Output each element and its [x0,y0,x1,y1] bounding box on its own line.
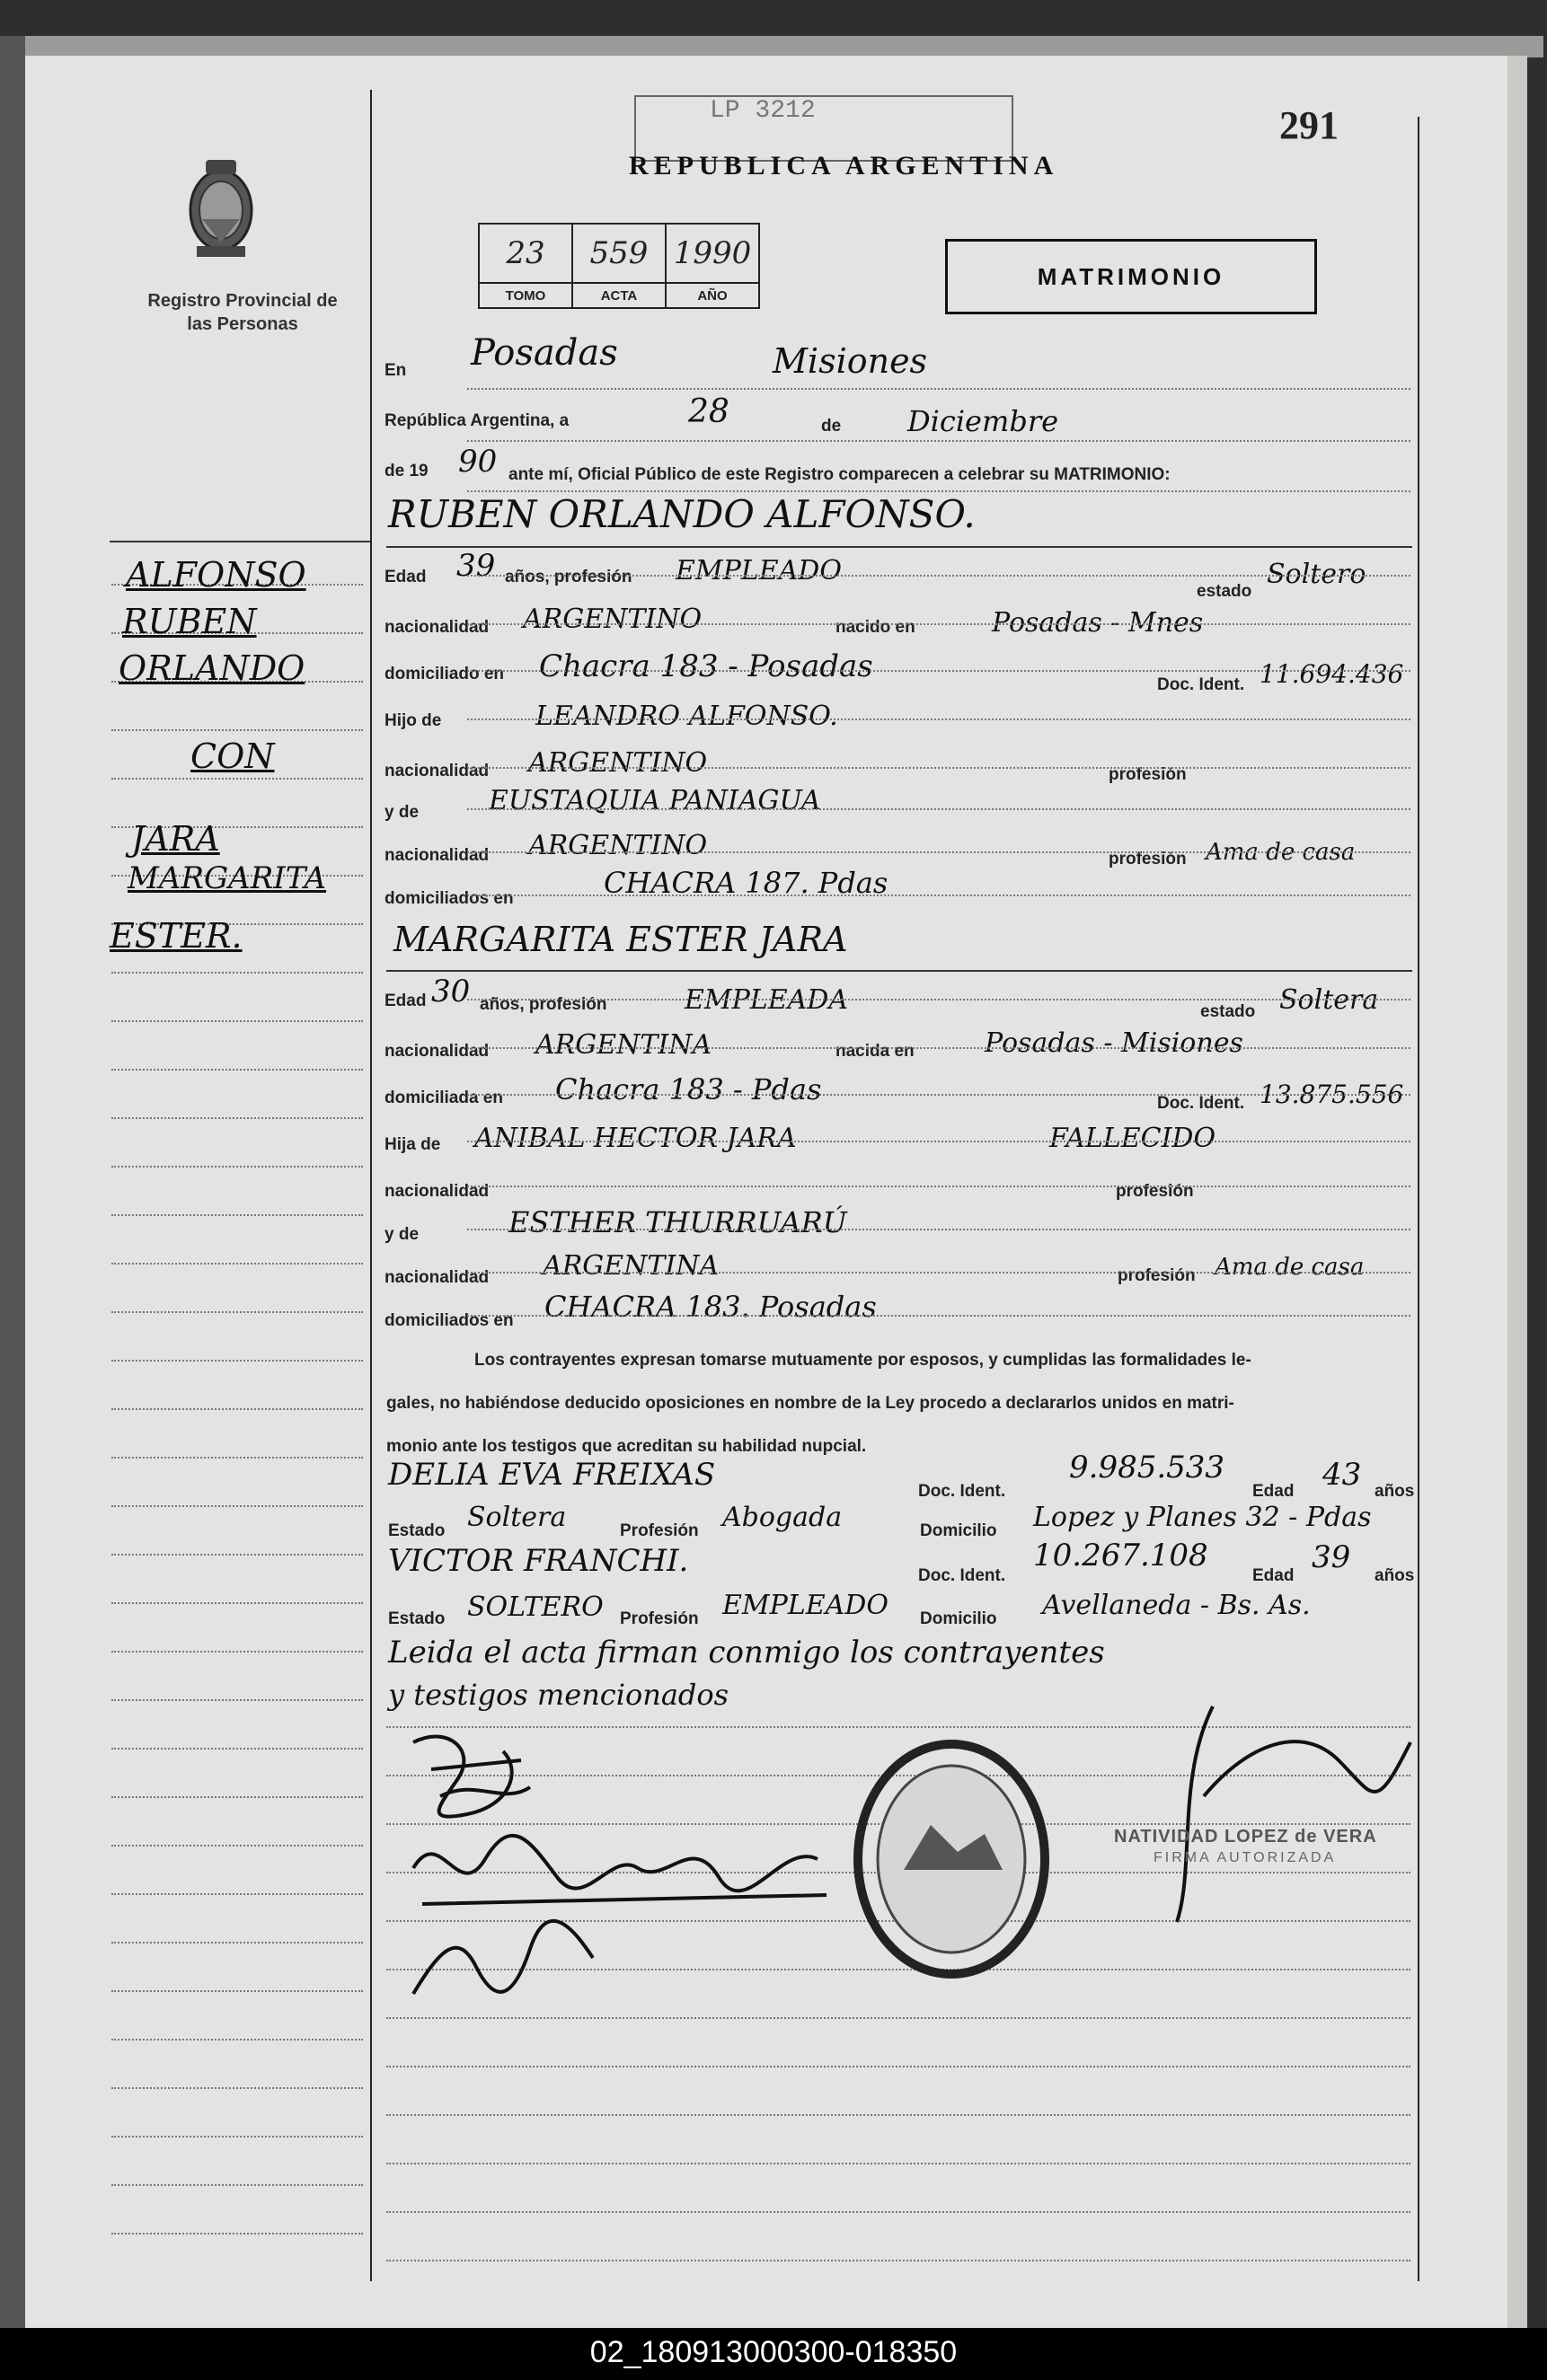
bride-mother-profession: Ama de casa [1215,1254,1365,1281]
witness-1-address: Lopez y Planes 32 - Pdas [1033,1502,1372,1533]
witness-2-status: SOLTERO [467,1591,604,1623]
label-republica-a: República Argentina, a [385,411,570,430]
groom-full-name: RUBEN ORLANDO ALFONSO. [388,492,976,536]
label-profesion-father: profesión [1109,765,1187,784]
declaration-line-1: Los contrayentes expresan tomarse mutuamente por esposos, y cumplidas las formalidades le- [474,1351,1251,1370]
margin-ruled-line [111,1457,363,1459]
official-seal [850,1735,1053,1983]
label-doc-witness-1: Doc. Ident. [918,1482,1006,1501]
margin-ruled-line [111,1166,363,1168]
place-province: Misiones [773,341,928,381]
form-fill-line [467,895,1410,896]
groom-nationality: ARGENTINO [523,604,703,635]
page-ruled-line [386,2260,1410,2261]
label-edad-witness-2: Edad [1252,1566,1295,1585]
label-domicilio-witness-2: Domicilio [920,1609,997,1628]
form-fill-line [467,623,1410,625]
bride-birthplace: Posadas - Misiones [985,1027,1243,1059]
groom-mother-profession: Ama de casa [1206,839,1356,866]
witness-1-profession: Abogada [722,1502,843,1533]
groom-father: LEANDRO ALFONSO. [535,701,838,732]
scan-top-edge [25,36,1543,57]
groom-doc: 11.694.436 [1260,659,1404,689]
place-city: Posadas [471,332,618,374]
bride-nationality: ARGENTINA [535,1029,712,1061]
witness-1-age: 43 [1322,1457,1362,1493]
groom-name-rule [386,546,1412,548]
document-id: 02_180913000300-018350 [589,2335,958,2369]
margin-ruled-line [111,1069,363,1071]
groom-birthplace: Posadas - Mnes [992,607,1204,639]
groom-profession: EMPLEADO [676,555,842,586]
label-nacionalidad-mother: nacionalidad [385,846,490,865]
record-type-box: MATRIMONIO [945,239,1317,314]
label-profesion-witness-1: Profesión [620,1521,699,1540]
bride-full-name: MARGARITA ESTER JARA [393,920,848,959]
bride-name-rule [386,970,1412,972]
form-fill-line [467,999,1410,1000]
margin-ruled-line [111,1942,363,1944]
closing-line-2: y testigos mencionados [388,1678,729,1712]
label-edad-bride: Edad [385,992,427,1010]
coat-of-arms-icon [184,153,258,266]
right-border [1418,117,1419,2281]
form-fill-line [467,1186,1410,1187]
margin-ruled-line [111,1020,363,1022]
signature-bride [395,1913,611,2012]
label-nacionalidad-bride: nacionalidad [385,1042,490,1061]
form-fill-line [467,575,1410,577]
margin-ruled-line [111,1505,363,1507]
margin-bride-first: MARGARITA [128,860,327,896]
margin-ruled-line [111,2184,363,2186]
bride-age: 30 [431,974,471,1009]
label-nacionalidad-groom: nacionalidad [385,618,490,637]
label-y-de-bride: y de [385,1225,420,1244]
form-fill-line [467,1229,1410,1230]
registry-name: Registro Provincial de las Personas [147,291,338,334]
margin-bride-surname: JARA [131,819,220,859]
witness-1-status: Soltera [467,1502,567,1533]
label-profesion-mother: profesión [1109,850,1187,868]
label-domiciliado-groom: domiciliado en [385,665,505,683]
label-doc-bride: Doc. Ident. [1157,1094,1245,1113]
margin-groom-first: RUBEN [122,602,257,641]
margin-ruled-line [111,1699,363,1701]
groom-mother-nationality: ARGENTINO [528,830,708,861]
bride-parents-address: CHACRA 183. Posadas [544,1290,877,1324]
margin-ruled-line [111,729,363,731]
book-binding [0,36,25,2335]
margin-groom-middle: ORLANDO [119,648,305,688]
date-year-suffix: 90 [458,444,498,480]
form-fill-line [467,1047,1410,1049]
label-domiciliados-bride: domiciliados en [385,1311,514,1330]
form-fill-line [467,670,1410,672]
acta-value: 559 [572,224,666,283]
acta-label: ACTA [572,283,666,308]
witness-2-profession: EMPLEADO [722,1590,888,1621]
label-domiciliada-bride: domiciliada en [385,1089,503,1107]
margin-ruled-line [111,2087,363,2089]
groom-address: Chacra 183 - Posadas [539,648,873,684]
form-fill-line [467,1315,1410,1317]
margin-ruled-line [111,778,363,780]
form-fill-line [467,1141,1410,1142]
groom-parents-address: CHACRA 187. Pdas [604,866,888,900]
form-fill-line [467,1094,1410,1096]
witness-2-age: 39 [1312,1539,1351,1575]
margin-ruled-line [111,1796,363,1798]
margin-ruled-line [111,2136,363,2138]
form-fill-line [467,851,1410,853]
label-profesion-bride-father: profesión [1116,1182,1194,1201]
margin-ruled-line [111,1990,363,1992]
folio-number: 291 [1279,103,1339,147]
ano-value: 1990 [666,224,759,283]
form-fill-line [467,1272,1410,1274]
declaration-line-3: monio ante los testigos que acreditan su habilidad nupcial. [386,1437,867,1456]
label-domiciliados-groom: domiciliados en [385,889,514,908]
label-estado-witness-1: Estado [388,1521,446,1540]
bride-mother-nationality: ARGENTINA [543,1250,720,1282]
label-comparecen: ante mí, Oficial Público de este Registro comparecen a celebrar su MATRIMONIO: [508,465,1171,484]
label-anos-witness-1: años [1375,1482,1415,1501]
margin-ruled-line [111,1893,363,1895]
label-doc-witness-2: Doc. Ident. [918,1566,1006,1585]
groom-mother: EUSTAQUIA PANIAGUA [489,785,821,816]
label-profesion-groom: años, profesión [505,568,632,586]
label-nacionalidad-father: nacionalidad [385,762,490,780]
bride-father: ANIBAL HECTOR JARA [474,1123,797,1154]
witness-2-address: Avellaneda - Bs. As. [1042,1590,1311,1621]
margin-bride-middle: ESTER. [110,916,243,956]
label-edad-witness-1: Edad [1252,1482,1295,1501]
tomo-label: TOMO [479,283,572,308]
witness-1-doc: 9.985.533 [1069,1450,1225,1485]
bride-civil-status: Soltera [1279,984,1379,1016]
authority-name: NATIVIDAD LOPEZ de VERA [1114,1827,1377,1847]
witness-2-name: VICTOR FRANCHI. [388,1543,689,1579]
signature-witness [404,1814,835,1922]
date-day: 28 [688,393,729,430]
label-estado-groom: estado [1197,582,1252,601]
groom-age: 39 [456,548,496,584]
page-ruled-line [386,2114,1410,2116]
margin-ruled-line [111,1602,363,1604]
closing-line-1: Leida el acta firman conmigo los contrayentes [388,1635,1105,1670]
label-profesion-bride: años, profesión [480,995,607,1014]
bride-profession: EMPLEADA [685,984,849,1016]
margin-connector: CON [190,736,275,776]
label-hija-de: Hija de [385,1135,441,1154]
page-ruled-line [386,2017,1410,2019]
page-ruled-line [386,2163,1410,2164]
margin-ruled-line [111,1408,363,1410]
bride-mother: ESTHER THURRUARÚ [508,1205,847,1239]
form-fill-line [467,440,1410,442]
label-estado-witness-2: Estado [388,1609,446,1628]
label-nacionalidad-bride-mother: nacionalidad [385,1268,490,1287]
form-fill-line [467,490,1410,492]
label-estado-bride: estado [1200,1002,1256,1021]
groom-civil-status: Soltero [1267,559,1366,590]
country-heading: REPUBLICA ARGENTINA [629,151,1059,181]
margin-ruled-line [111,1554,363,1556]
tomo-value: 23 [479,224,572,283]
margin-ruled-line [111,1651,363,1653]
margin-ruled-line [111,972,363,974]
label-domicilio-witness-1: Domicilio [920,1521,997,1540]
witness-2-doc: 10.267.108 [1033,1538,1208,1573]
margin-ruled-line [111,1360,363,1362]
bride-doc: 13.875.556 [1260,1080,1404,1109]
authority-title: FIRMA AUTORIZADA [1154,1850,1337,1865]
margin-ruled-line [111,1311,363,1313]
label-y-de-groom: y de [385,803,420,822]
form-fill-line [467,808,1410,810]
label-nacionalidad-bride-father: nacionalidad [385,1182,490,1201]
margin-ruled-line [111,1117,363,1119]
form-fill-line [467,718,1410,720]
record-number-table [478,223,760,309]
label-profesion-bride-mother: profesión [1118,1266,1196,1285]
margin-ruled-line [111,2233,363,2235]
page-ruled-line [386,2066,1410,2067]
register-page [25,56,1507,2328]
form-fill-line [467,767,1410,769]
label-nacida-en: nacida en [835,1042,915,1061]
archive-stamp-text: LP 3212 [710,97,816,125]
label-edad-groom: Edad [385,568,427,586]
label-hijo-de: Hijo de [385,711,442,730]
margin-ruled-line [111,1845,363,1847]
bride-address: Chacra 183 - Pdas [555,1072,822,1106]
form-fill-line [467,388,1410,390]
page-ruled-line [386,2211,1410,2213]
page-edge [1507,56,1527,2328]
witness-1-name: DELIA EVA FREIXAS [388,1457,716,1493]
margin-top-rule [110,541,370,542]
bride-father-status: FALLECIDO [1049,1123,1216,1154]
signature-officer [1141,1688,1428,1940]
margin-groom-surname: ALFONSO [126,555,306,595]
label-doc-groom: Doc. Ident. [1157,675,1245,694]
label-anos-witness-2: años [1375,1566,1415,1585]
margin-divider [370,90,372,2281]
label-nacido-en: nacido en [835,618,915,637]
margin-ruled-line [111,1748,363,1750]
margin-ruled-line [111,1263,363,1265]
date-month: Diciembre [907,404,1059,438]
margin-ruled-line [111,2039,363,2041]
declaration-line-2: gales, no habiéndose deducido oposiciones en nombre de la Ley procedo a declararlos unidos en matri- [386,1394,1234,1413]
ano-label: AÑO [666,283,759,308]
label-de-19: de 19 [385,462,429,480]
label-en: En [385,361,407,380]
label-profesion-witness-2: Profesión [620,1609,699,1628]
label-de: de [821,417,842,436]
groom-father-nationality: ARGENTINO [528,747,708,779]
margin-ruled-line [111,1214,363,1216]
